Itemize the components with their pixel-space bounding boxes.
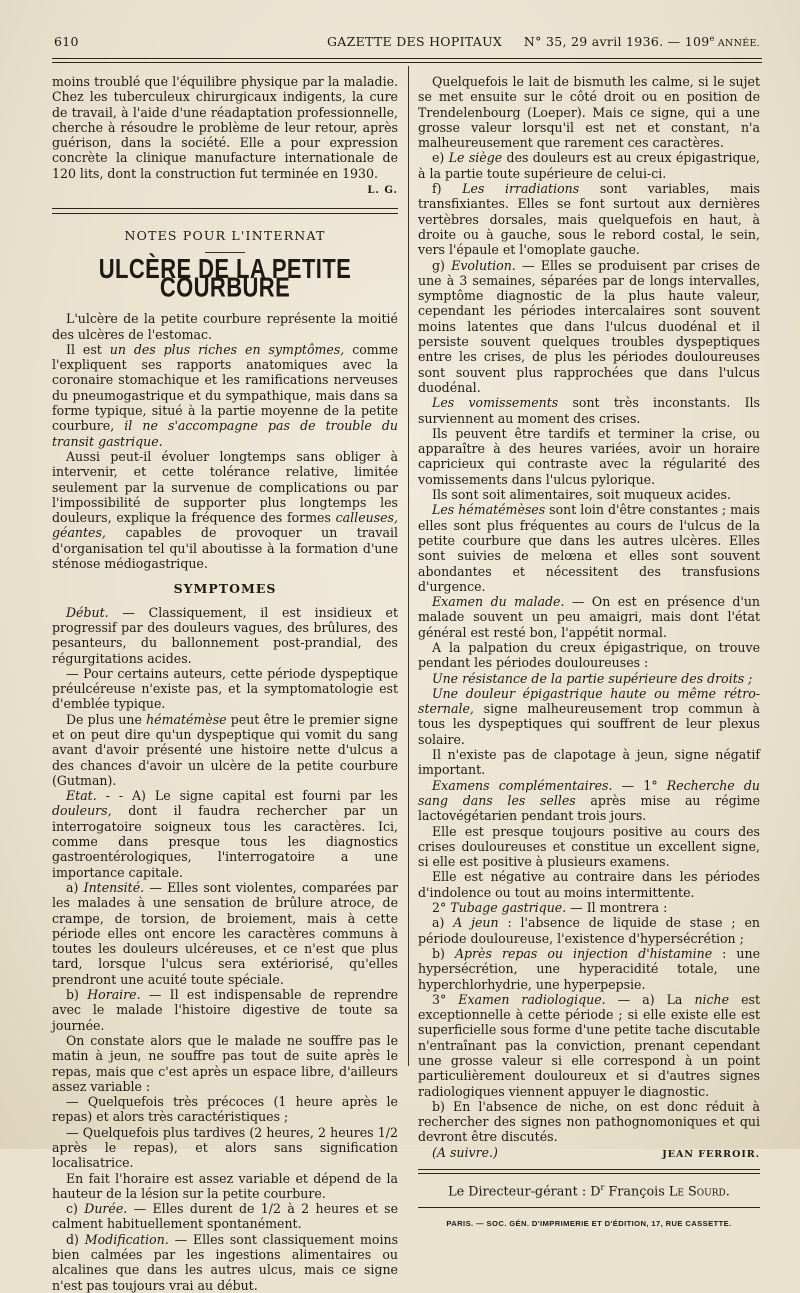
paragraph: f) Les irradiations sont variables, mais transfixiantes. Elles se font surtout aux dernières vertèbres dorsales, mais quelquefois en haut, à droite ou à gauche, sous le rebord costal, le sein, vers l'épaule et l'omoplate gauche. [418, 181, 760, 258]
page-number: 610 [54, 34, 79, 49]
paragraph: L'ulcère de la petite courbure représente la moitié des ulcères de l'estomac. [52, 311, 398, 342]
page-header [52, 34, 760, 54]
paragraph: Ils sont soit alimentaires, soit muqueux acides. [432, 487, 731, 503]
left-column [52, 74, 398, 1293]
article-author: JEAN FERROIR. [662, 1148, 760, 1160]
article-title: ULCÈRE DE LA PETITE COURBURE [98, 252, 352, 303]
paragraph: Examens complémentaires. — 1° Recherche du sang dans les selles après mise au régime lactovégétarien pendant trois jours. [418, 777, 760, 824]
paragraph: a) A jeun : l'absence de liquide de stase ; en période douloureuse, l'existence d'hypersécrétion ; [418, 915, 760, 946]
printer-line: PARIS. — SOC. GÉN. D'IMPRIMERIE ET D'ÉDITION, 17, RUE CASSETTE. [446, 1219, 732, 1229]
paragraph: Etat. - - A) Le signe capital est fourni par les douleurs, dont il faudra rechercher par un interrogatoire soigneux tous les caractères. Ici, comme dans presque tous les diagnostics gastroentérologiques, l'interrogatoire a une importance capitale. [52, 788, 398, 880]
printer-rule [418, 1207, 760, 1208]
paragraph: — Quelquefois plus tardives (2 heures, 2 heures 1/2 après le repas), et alors sans signification localisatrice. [52, 1124, 398, 1171]
paragraph: c) Durée. — Elles durent de 1/2 à 2 heures et se calment habituellement spontanément. [52, 1201, 398, 1232]
paragraph: Début. — Classiquement, il est insidieux et progressif par des douleurs vagues, des brûlures, des pesanteurs, du ballonnement post-prandial, des régurgitations acides. [52, 604, 398, 666]
paragraph: A la palpation du creux épigastrique, on trouve pendant les périodes douloureuses : [418, 639, 760, 671]
paragraph: d) Modification. — Elles sont classiquement moins bien calmées par les ingestions alimentaires ou alcalines que dans les autres ulcus, mais ce signe n'est pas toujours vrai au début. [52, 1231, 399, 1293]
paragraph: b) En l'absence de niche, on est donc réduit à rechercher des signes non pathognomoniques et qui devront être discutés. [418, 1098, 760, 1145]
sub-heading-symptoms: SYMPTOMES [173, 581, 277, 597]
paragraph: b) Après repas ou injection d'histamine : une hypersécrétion, une hyperacidité totale, une hyperchlorhydrie, une hyperpepsie. [418, 945, 760, 992]
section-separator [52, 208, 398, 214]
paragraph: Ils peuvent être tardifs et terminer la crise, ou apparaître à des heures variées, avoir un horaire capricieux qui contraste avec la régularité des vomissements dans l'ulcus pylorique. [418, 425, 760, 487]
paragraph: Aussi peut-il évoluer longtemps sans obliger à intervenir, et cette tolérance relative, limitée seulement par la survenue de complications ou par l'impossibilité de supporter plus longtemps les douleurs, explique la fréquence des formes calleuses, géantes, capables de provoquer un travail d'organisation tel qu'il aboutisse à la formation d'une sténose médiogastrique. [52, 448, 398, 572]
paragraph: Il est un des plus riches en symptômes, comme l'expliquent ses rapports anatomiques avec la coronaire stomachique et les ramifications nerveuses du pneumogastrique et du sympathique, mais dans sa forme typique, situé à la partie moyenne de la petite courbure, il ne s'accompagne pas de trouble du transit gastrique. [52, 341, 398, 449]
paragraph: — Pour certains auteurs, cette période dyspeptique préulcéreuse n'existe pas, et la symptomatologie est d'emblée typique. [52, 665, 398, 712]
paragraph: a) Intensité. — Elles sont violentes, comparées par les malades à une sensation de brûlure atroce, de crampe, de torsion, de broiement, mais à cette période elles ont encore les caractères communs à toutes les douleurs ulcéreuses, et ce n'est que plus tard, lorsque l'ulcus sera extériorisé, qu'elles prendront une acuité toute spéciale. [52, 879, 398, 987]
issue-info: N° 35, 29 avril 1936. — 109e ANNÉE. [523, 34, 760, 50]
header-rule-thin [52, 62, 762, 63]
paragraph: Elle est négative au contraire dans les périodes d'indolence ou tout au moins intermittente. [418, 869, 760, 900]
director-line: Le Directeur-gérant : $D^r$ François Le Sourd. [448, 1182, 730, 1200]
paragraph: Une douleur épigastrique haute ou même rétro-sternale, signe malheureusement trop commun à tous les dyspeptiques qui souffrent de leur plexus solaire. [418, 685, 760, 747]
paragraph: Les hématémèses sont loin d'être constantes ; mais elles sont plus fréquentes au cours de l'ulcus de la petite courbure que dans les autres ulcères. Elles sont suivies de melœna et elles sont souvent abondantes et nécessitent des transfusions d'urgence. [418, 502, 760, 594]
paragraph: De plus une hématémèse peut être le premier signe et on peut dire qu'un dyspeptique qui vomit du sang avant d'avoir présenté une histoire nette d'ulcus a des chances d'avoir un ulcère de la petite courbure (Gutman). [52, 711, 398, 788]
intro-signature: L. G. [367, 185, 398, 197]
paragraph: Examen du malade. — On est en présence d'un malade souvent un peu amaigri, mais dont l'état général est resté bon, l'appétit normal. [418, 594, 761, 640]
to-be-continued: (A suivre.) [432, 1144, 498, 1160]
paragraph: Quelquefois le lait de bismuth les calme, si le sujet se met ensuite sur le côté droit ou en position de Trendelenbourg (Loeper). Mais ce signe, qui a une grosse valeur lorsqu'il est net et constant, n'a malheureusement que rarement ces caractères. [418, 74, 760, 151]
paragraph: b) Horaire. — Il est indispensable de reprendre avec le malade l'histoire digestive de toute sa journée. [52, 987, 398, 1033]
right-column [418, 74, 760, 1232]
paragraph: Elle est presque toujours positive au cours des crises douloureuses et constitue un excellent signe, si elle est positive à plusieurs examens. [418, 823, 760, 870]
paragraph: e) Le siège des douleurs est au creux épigastrique, à la partie toute supérieure de celui-ci. [418, 150, 760, 181]
paragraph: — Quelquefois très précoces (1 heure après le repas) et alors très caractéristiques ; [52, 1094, 398, 1125]
intro-paragraph: moins troublé que l'équilibre physique par la maladie. Chez les tuberculeux chirurgicaux indigents, la cure de travail, à l'aide d'une réadaptation professionnelle, cherche à résoudre le problème de leur retour, après guérison, dans la société. Elle a pour expression concrète la clinique manufacture internationale de 120 lits, dont la construction fut terminée en 1930. [52, 74, 398, 181]
paragraph: 2° Tubage gastrique. — Il montrera : [432, 900, 668, 916]
paragraph: On constate alors que le malade ne souffre pas le matin à jeun, ne souffre pas tout de suite après le repas, mais que c'est après un espace libre, d'ailleurs assez variable : [52, 1032, 398, 1094]
paragraph: Les vomissements sont très inconstants. Ils surviennent au moment des crises. [418, 395, 760, 426]
section-heading: NOTES POUR L'INTERNAT [124, 228, 326, 244]
paragraph: Il n'existe pas de clapotage à jeun, signe négatif important. [418, 747, 760, 778]
paragraph: g) Evolution. — Elles se produisent par crises de une à 3 semaines, séparées par de longs intervalles, symptôme diagnostic de la plus haute valeur, cependant les périodes intercalaires sont souvent moins latentes que dans l'ulcus duodénal et il persiste souvent quelques troubles dyspeptiques entre les crises, de plus les périodes douloureuses sont souvent plus rapprochées que dans l'ulcus duodénal. [418, 257, 760, 395]
footer-rule [418, 1169, 760, 1174]
article-end [418, 1145, 760, 1161]
header-rule [52, 58, 762, 59]
paragraph: 3° Examen radiologique. — a) La niche est exceptionnelle à cette période ; si elle existe elle est superficielle sous forme d'une petite tache discutable n'entraînant pas la conviction, prenant cependant une grosse valeur si elle correspond à un point particulièrement douloureux et si d'autres signes radiologiques viennent appuyer le diagnostic. [418, 991, 760, 1099]
column-divider [408, 66, 409, 1066]
paragraph: En fait l'horaire est assez variable et dépend de la hauteur de la lésion sur la petite courbure. [52, 1170, 398, 1201]
publication-title: GAZETTE DES HOPITAUX [327, 34, 503, 49]
paragraph: Une résistance de la partie supérieure des droits ; [432, 670, 753, 686]
